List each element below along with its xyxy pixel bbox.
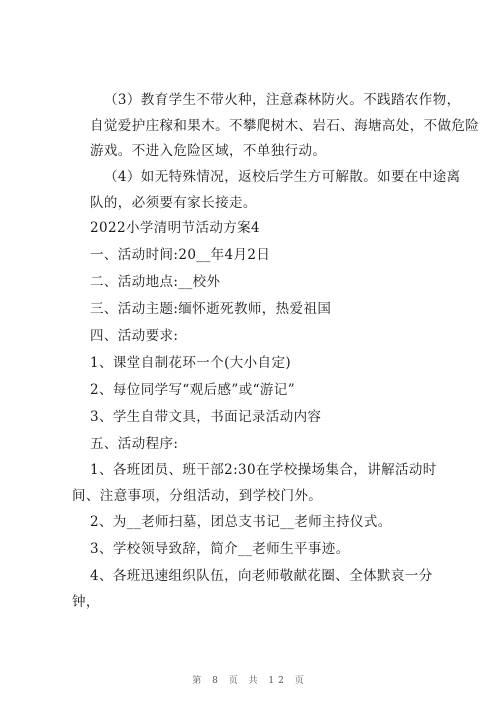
page-number-footer: 第 8 页 共 12 页 xyxy=(192,676,308,686)
plan-heading: 2022小学清明节活动方案4 xyxy=(90,220,261,236)
text-line: 1、各班团员、班干部2:30在学校操场集合，讲解活动时 xyxy=(90,462,437,478)
activity-requirements-heading: 四、活动要求: xyxy=(90,328,179,344)
procedure-item xyxy=(72,458,438,509)
activity-procedure-heading: 五、活动程序: xyxy=(90,436,179,452)
procedure-item xyxy=(72,564,438,615)
text-line: 钟， xyxy=(72,593,100,610)
text-line: 间、注意事项，分组活动，到学校门外。 xyxy=(72,487,323,504)
activity-time: 一、活动时间:20__年4月2日 xyxy=(90,247,271,263)
text-line: （3）教育学生不带火种，注意森林防火。不践踏农作物， xyxy=(104,92,461,108)
procedure-item: 3、学校领导致辞，简介__老师生平事迹。 xyxy=(90,541,350,557)
paragraph-safety-rules xyxy=(90,88,480,165)
text-line: （4）如无特殊情况，返校后学生方可解散。如要在中途离 xyxy=(104,169,461,185)
activity-location: 二、活动地点:__校外 xyxy=(90,274,221,290)
procedure-item: 2、为__老师扫墓，团总支书记__老师主持仪式。 xyxy=(90,514,392,530)
requirement-item: 2、每位同学写“观后感”或“游记” xyxy=(90,382,295,398)
text-line: 自觉爱护庄稼和果木。不攀爬树木、岩石、海塘高处，不做危险 xyxy=(90,117,480,134)
requirement-item: 1、课堂自制花环一个(大小自定) xyxy=(90,355,292,371)
activity-theme: 三、活动主题:缅怀逝死教师，热爱祖国 xyxy=(90,301,332,317)
text-line: 队的，必须要有家长接走。 xyxy=(90,194,257,211)
text-line: 4、各班迅速组织队伍，向老师敬献花圈、全体默哀一分 xyxy=(90,568,433,584)
paragraph-dismissal xyxy=(90,165,461,216)
text-line: 游戏。不进入危险区域，不单独行动。 xyxy=(90,143,327,159)
requirement-item: 3、学生自带文具，书面记录活动内容 xyxy=(90,409,322,425)
